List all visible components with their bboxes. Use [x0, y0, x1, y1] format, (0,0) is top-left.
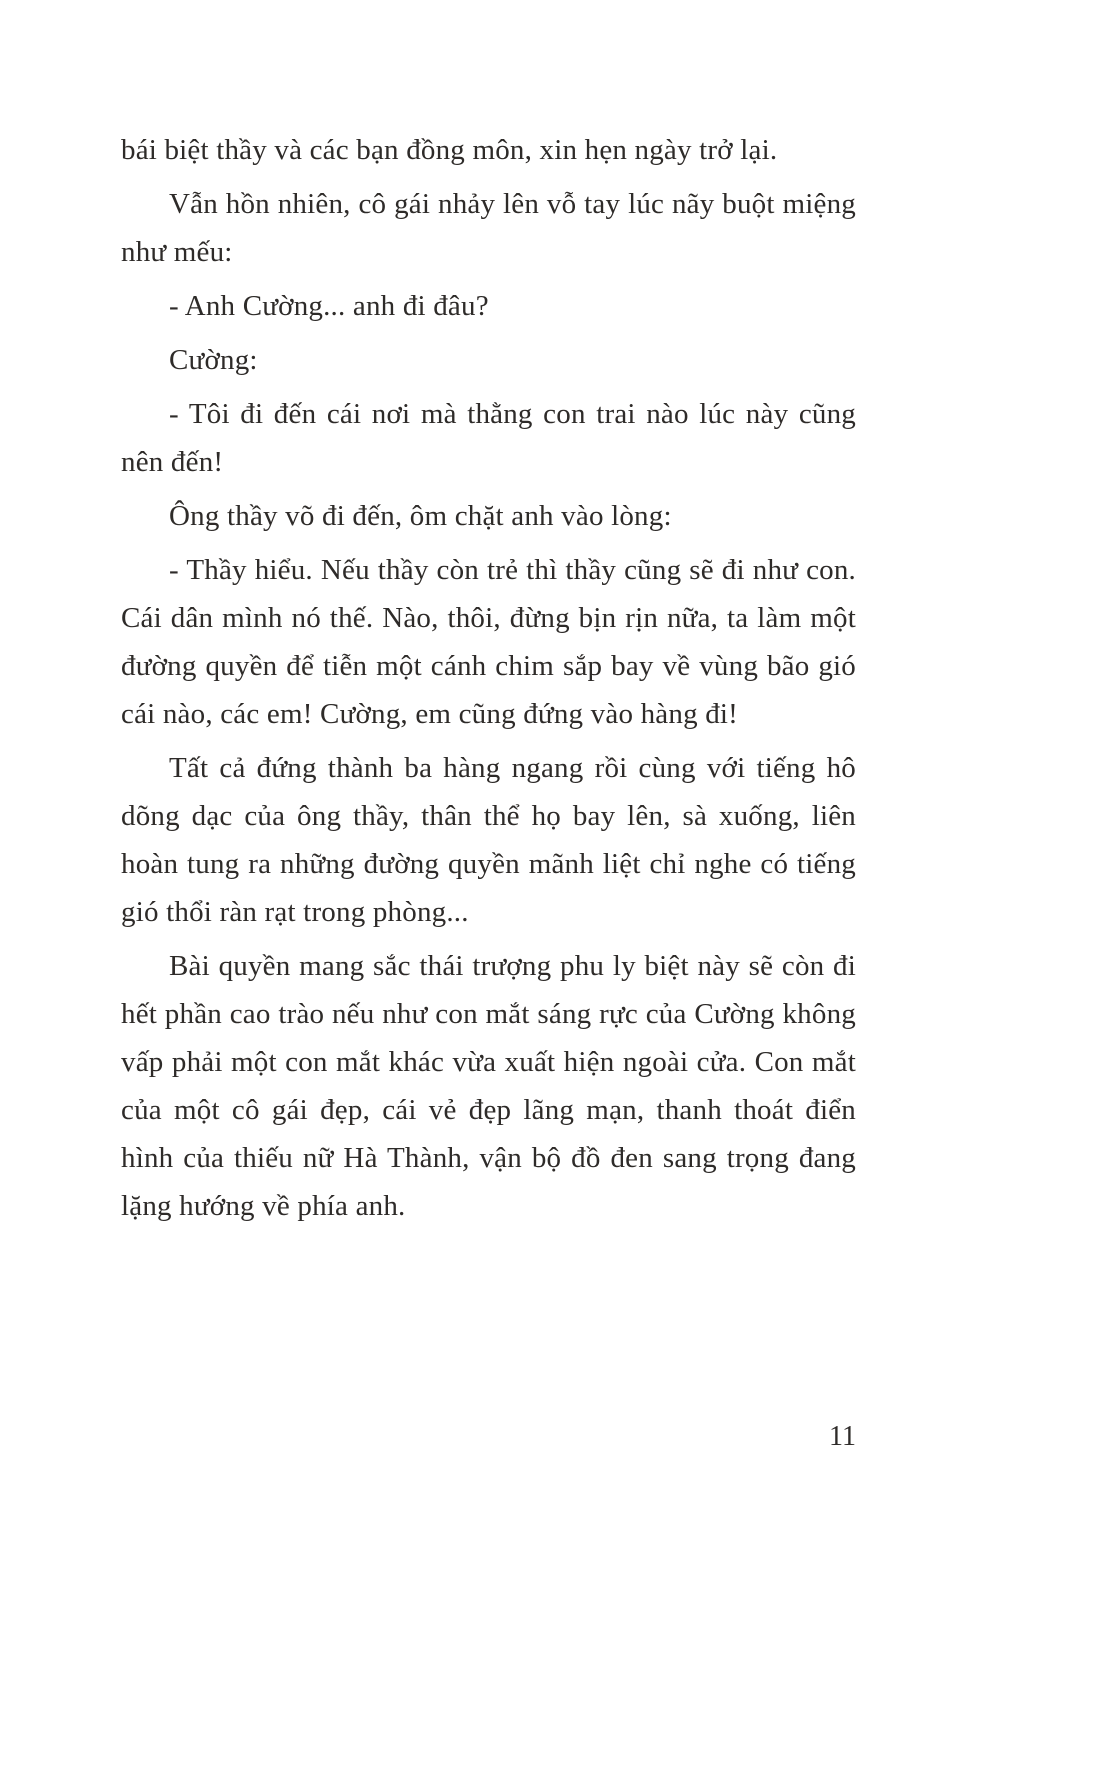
paragraph: bái biệt thầy và các bạn đồng môn, xin hẹn ngày trở lại.	[121, 134, 778, 166]
paragraph: Bài quyền mang sắc thái trượng phu ly biệt này sẽ còn đi hết phần cao trào nếu như con mắt sáng rực của Cường không vấp phải một con mắt khác vừa xuất hiện ngoài cửa. Con mắt của một cô gái đẹp, cái vẻ đẹp lãng mạn, thanh thoát điển hình của thiếu nữ Hà Thành, vận bộ đồ đen sang trọng đang lặng hướng về phía anh.	[121, 950, 856, 1222]
page-number: 11	[829, 1421, 856, 1452]
paragraph: Vẫn hồn nhiên, cô gái nhảy lên vỗ tay lúc nãy buột miệng như mếu:	[121, 188, 856, 268]
paragraph: Tất cả đứng thành ba hàng ngang rồi cùng với tiếng hô dõng dạc của ông thầy, thân thể họ bay lên, sà xuống, liên hoàn tung ra những đường quyền mãnh liệt chỉ nghe có tiếng gió thổi ràn rạt trong phòng...	[121, 752, 856, 928]
paragraph: - Anh Cường... anh đi đâu?	[169, 290, 489, 322]
body-text	[121, 126, 856, 1236]
paragraph: Ông thầy võ đi đến, ôm chặt anh vào lòng:	[169, 500, 672, 532]
paragraph: Cường:	[169, 344, 258, 376]
paragraph: - Thầy hiểu. Nếu thầy còn trẻ thì thầy cũng sẽ đi như con. Cái dân mình nó thế. Nào, thôi, đừng bịn rịn nữa, ta làm một đường quyền để tiễn một cánh chim sắp bay về vùng bão gió cái nào, các em! Cường, em cũng đứng vào hàng đi!	[121, 554, 856, 730]
paragraph: - Tôi đi đến cái nơi mà thằng con trai nào lúc này cũng nên đến!	[121, 398, 856, 478]
